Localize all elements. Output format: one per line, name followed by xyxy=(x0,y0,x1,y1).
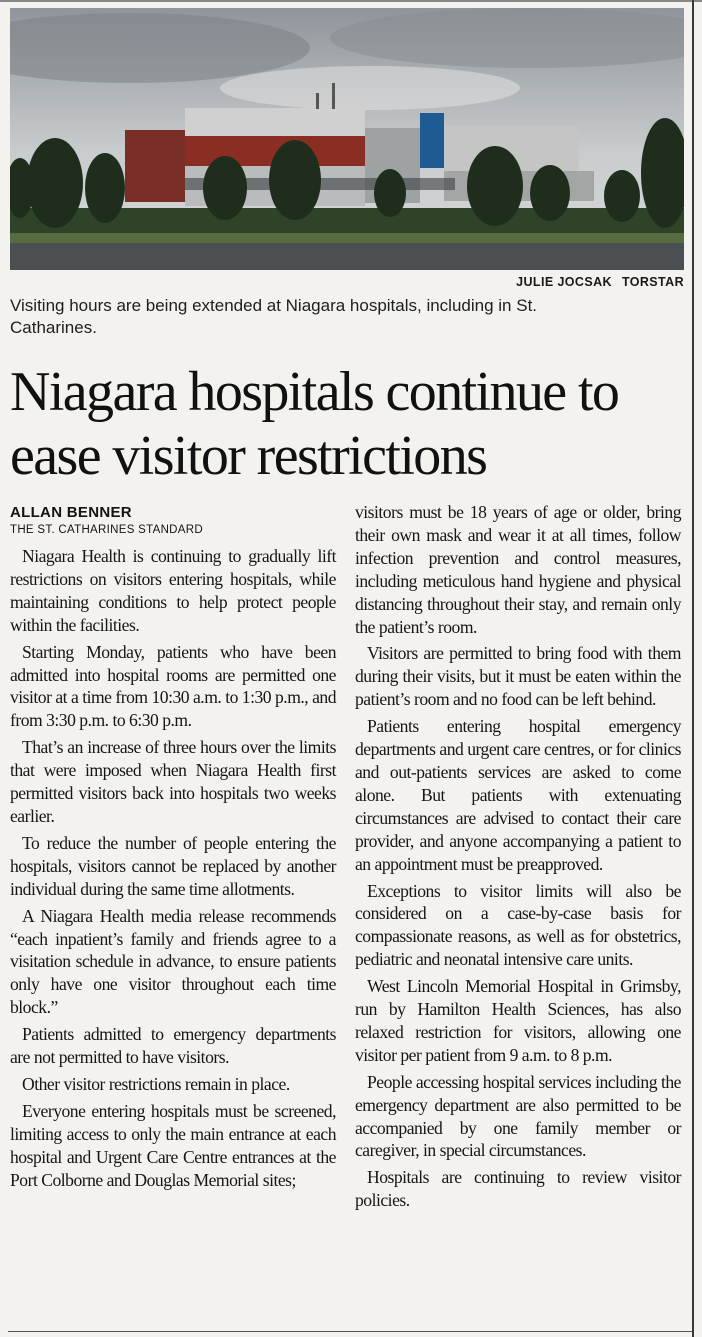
article-headline: Niagara hospitals continue to ease visitor restrictions xyxy=(10,361,619,487)
article-column-right xyxy=(355,501,681,1216)
paragraph: West Lincoln Memorial Hospital in Grimsby, run by Hamilton Health Sciences, has also relaxed restriction for visitors, allowing one visitor per patient from 9 a.m. to 8 p.m. xyxy=(355,976,681,1065)
page-top-rule xyxy=(0,0,702,2)
photo-caption: Visiting hours are being extended at Niagara hospitals, including in St. Catharines. xyxy=(10,296,538,337)
paragraph: Visitors are permitted to bring food with them during their visits, but it must be eaten within the patient’s room and no food can be left behind. xyxy=(355,643,681,710)
paragraph: To reduce the number of people entering the hospitals, visitors cannot be replaced by another individual during the same time allotments. xyxy=(10,832,336,899)
paragraph: Patients admitted to emergency departments are not permitted to have visitors. xyxy=(10,1024,336,1068)
hospital-photo-illustration xyxy=(10,8,684,270)
hospital-photo xyxy=(10,8,684,270)
paragraph: A Niagara Health media release recommends “each inpatient’s family and friends agree to a visitation schedule in advance, to ensure patients only have one visitor throughout each time block.” xyxy=(10,905,336,1018)
photo-credit xyxy=(516,275,684,289)
paragraph-continuation: visitors must be 18 years of age or older, bring their own mask and wear it at all times, follow infection prevention and control measures, including meticulous hand hygiene and physical distancing throughout their stay, and remain only the patient’s room. xyxy=(355,502,681,637)
paragraph: Everyone entering hospitals must be screened, limiting access to only the main entrance at each hospital and Urgent Care Centre entrances at the Port Colborne and Douglas Memorial sites; xyxy=(10,1100,336,1190)
paragraph: Hospitals are continuing to review visitor policies. xyxy=(355,1167,681,1211)
article-column-left xyxy=(10,545,336,1195)
publication-name: THE ST. CATHARINES STANDARD xyxy=(10,524,203,536)
paragraph: People accessing hospital services including the emergency department are also permitted to be accompanied by one family member or caregiver, in special circumstances. xyxy=(355,1071,681,1161)
author-name: ALLAN BENNER xyxy=(10,504,132,521)
paragraph: Starting Monday, patients who have been admitted into hospital rooms are permitted one visitor at a time from 10:30 a.m. to 1:30 p.m., and from 3:30 p.m. to 6:30 p.m. xyxy=(10,641,336,731)
bottom-rule xyxy=(8,1331,692,1332)
paragraph: Patients entering hospital emergency departments and urgent care centres, or for clinics and out-patients services are asked to come alone. But patients with extenuating circumstances are advised to contact their care provider, and anyone accompanying a patient to an appointment must be preapproved. xyxy=(355,716,681,874)
paragraph: That’s an increase of three hours over the limits that were imposed when Niagara Health first permitted visitors back into hospitals two weeks earlier. xyxy=(10,737,336,826)
paragraph: Exceptions to visitor limits will also be considered on a case-by-case basis for compassionate reasons, as well as for obstetrics, pediatric and neonatal intensive care units. xyxy=(355,880,681,970)
page-right-rule xyxy=(692,0,694,1337)
photographer-name: JULIE JOCSAK xyxy=(516,275,612,289)
paragraph: Other visitor restrictions remain in place. xyxy=(22,1073,290,1094)
photo-agency: TORSTAR xyxy=(621,275,684,289)
paragraph: Niagara Health is continuing to gradually lift restrictions on visitors entering hospitals, while maintaining conditions to help protect people within the facilities. xyxy=(10,546,336,635)
